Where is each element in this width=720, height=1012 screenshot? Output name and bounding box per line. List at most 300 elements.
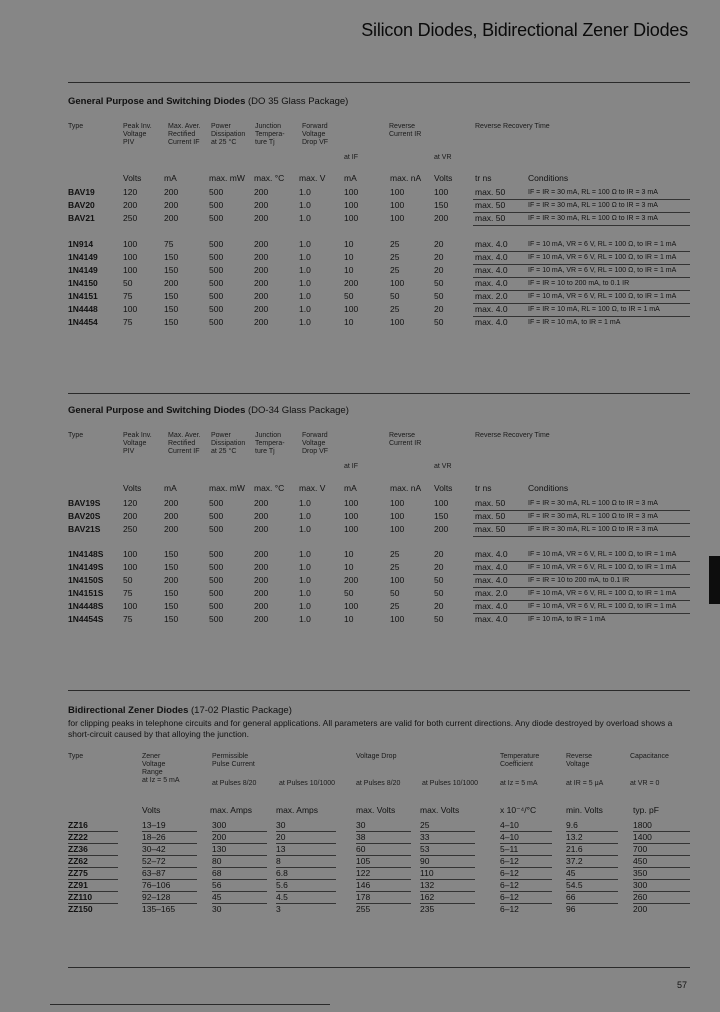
column-header: Reverse Recovery Time: [475, 123, 550, 130]
cell-value: 4–10: [500, 820, 519, 830]
cell-value: max. 50: [475, 524, 506, 534]
cell-value: 500: [209, 614, 224, 624]
diode-type: 1N4151S: [68, 588, 104, 598]
zener-type: ZZ110: [68, 892, 93, 902]
section-package: (17-02 Plastic Package): [191, 705, 292, 716]
cell-value: 96: [566, 904, 576, 914]
column-header: Reverse Recovery Time: [475, 432, 550, 439]
cell-value: 100: [434, 187, 449, 197]
cell-value: 200: [344, 575, 359, 585]
cell-value: max. 4.0: [475, 601, 508, 611]
cell-value: 50: [344, 291, 354, 301]
cell-value: 4–10: [500, 832, 519, 842]
cell-value: 20: [434, 549, 444, 559]
cell-value: 100: [344, 601, 359, 611]
cell-value: 50: [434, 291, 444, 301]
cell-value: 132: [420, 880, 435, 890]
cell-value: 100: [390, 511, 405, 521]
cell-value: 250: [123, 524, 138, 534]
cell-value: 75: [123, 291, 133, 301]
table-row: [68, 264, 690, 277]
cell-value: 200: [254, 265, 269, 275]
cell-value: 100: [344, 187, 359, 197]
cell-value: 250: [123, 213, 138, 223]
unit-label: min. Volts: [566, 805, 603, 815]
cell-value: 6.8: [276, 868, 288, 878]
cell-value: 10: [344, 265, 354, 275]
cell-value: 45: [212, 892, 222, 902]
column-header: Reverse Current IR: [389, 123, 422, 138]
cell-value: 25: [390, 265, 400, 275]
cell-value: 100: [123, 252, 138, 262]
row-divider: [473, 225, 690, 226]
cell-value: 50: [390, 588, 400, 598]
cell-value: 20: [434, 239, 444, 249]
cell-value: 120: [123, 187, 138, 197]
cell-value: 200: [164, 498, 179, 508]
diode-type: 1N4448S: [68, 601, 104, 611]
cell-value: 50: [434, 575, 444, 585]
recovery-conditions: IF = IR = 30 mA, RL = 100 Ω to IR = 3 mA: [528, 215, 658, 222]
cell-value: 200: [254, 291, 269, 301]
column-header: Peak Inv. Voltage PIV: [123, 432, 152, 455]
unit-label: typ. pF: [633, 805, 659, 815]
cell-value: 33: [420, 832, 430, 842]
diode-type: 1N4149S: [68, 562, 104, 572]
cell-value: max. 4.0: [475, 252, 508, 262]
unit-label: Volts: [434, 173, 453, 183]
section-title: [68, 405, 690, 416]
cell-value: 50: [123, 575, 133, 585]
section-title-text: General Purpose and Switching Diodes: [68, 405, 246, 416]
unit-label: max. °C: [254, 173, 285, 183]
cell-value: 500: [209, 265, 224, 275]
cell-value: 500: [209, 200, 224, 210]
section2-diode-table: [68, 405, 690, 635]
cell-value: 4.5: [276, 892, 288, 902]
table-row: [68, 548, 690, 561]
cell-value: 92–128: [142, 892, 171, 902]
cell-value: 200: [254, 317, 269, 327]
diode-type: 1N4448: [68, 304, 98, 314]
column-header: Junction Tempera- ture Tj: [255, 123, 285, 146]
unit-label: Conditions: [528, 173, 569, 183]
column-header: Capacitance: [630, 753, 669, 760]
cell-value: 100: [390, 317, 405, 327]
cell-value: 30–42: [142, 844, 166, 854]
cell-value: 100: [344, 498, 359, 508]
column-subheader: at Pulses 10/1000: [279, 780, 336, 787]
cell-value: max. 50: [475, 213, 506, 223]
column-header: Forward Voltage Drop VF: [302, 123, 329, 146]
column-header: Permissible Pulse Current: [212, 753, 255, 768]
cell-value: 500: [209, 187, 224, 197]
column-subheader: at Pulses 8/20: [212, 780, 257, 787]
cell-value: max. 4.0: [475, 575, 508, 585]
section-package: (DO-34 Glass Package): [248, 405, 349, 416]
table-row: [68, 561, 690, 574]
page-title: Silicon Diodes, Bidirectional Zener Diodes: [361, 20, 688, 40]
table-row: [68, 613, 690, 626]
cell-value: 25: [420, 820, 430, 830]
cell-value: 500: [209, 498, 224, 508]
unit-label: x 10⁻⁴/°C: [500, 805, 537, 815]
cell-value: 1.0: [299, 278, 311, 288]
cell-value: 110: [420, 868, 434, 878]
recovery-conditions: IF = IR = 10 to 200 mA, to 0.1 IR: [528, 280, 630, 287]
cell-value: 1.0: [299, 317, 311, 327]
cell-value: 50: [434, 278, 444, 288]
cell-value: 30: [276, 820, 286, 830]
cell-value: 90: [420, 856, 430, 866]
column-header: Power Dissipation at 25 °C: [211, 123, 246, 146]
table-row: [68, 238, 690, 251]
cell-value: 150: [164, 614, 179, 624]
zener-type: ZZ150: [68, 904, 93, 914]
cell-value: 100: [390, 278, 405, 288]
cell-value: 75: [164, 239, 174, 249]
cell-value: 200: [344, 278, 359, 288]
cell-value: 300: [212, 820, 227, 830]
table-row: [68, 303, 690, 316]
column-subheader: at Iz = 5 mA: [142, 777, 180, 784]
diode-type: 1N4150: [68, 278, 98, 288]
cell-value: 1.0: [299, 511, 311, 521]
cell-value: 8: [276, 856, 281, 866]
column-header: Reverse Current IR: [389, 432, 422, 447]
column-header: Type: [68, 753, 84, 760]
recovery-conditions: IF = 10 mA, VR = 6 V, RL = 100 Ω, to IR = 1 mA: [528, 564, 677, 571]
cell-value: 20: [434, 601, 444, 611]
cell-value: 200: [254, 239, 269, 249]
cell-value: 150: [434, 511, 449, 521]
diode-type: 1N4148S: [68, 549, 104, 559]
cell-value: 66: [566, 892, 576, 902]
cell-value: 50: [390, 291, 400, 301]
cell-value: 235: [420, 904, 435, 914]
cell-value: 76–106: [142, 880, 171, 890]
diode-type: BAV19S: [68, 498, 101, 508]
cell-value: 21.6: [566, 844, 583, 854]
cell-value: 200: [254, 278, 269, 288]
diode-type: 1N4151: [68, 291, 98, 301]
cell-value: 1.0: [299, 239, 311, 249]
unit-label: Conditions: [528, 483, 569, 493]
recovery-conditions: IF = 10 mA, VR = 6 V, RL = 100 Ω, to IR = 1 mA: [528, 267, 677, 274]
unit-label: max. Amps: [210, 805, 253, 815]
recovery-conditions: IF = 10 mA, VR = 6 V, RL = 100 Ω, to IR = 1 mA: [528, 603, 677, 610]
cell-value: 150: [164, 562, 179, 572]
diode-type: BAV20S: [68, 511, 101, 521]
unit-label: max. mW: [209, 483, 245, 493]
recovery-conditions: IF = IR = 10 mA, RL = 100 Ω, to IR = 1 mA: [528, 306, 660, 313]
zener-type: ZZ36: [68, 844, 88, 854]
cell-value: 100: [344, 511, 359, 521]
cell-value: 200: [434, 524, 449, 534]
cell-value: 200: [164, 187, 179, 197]
cell-value: 1.0: [299, 200, 311, 210]
zener-type: ZZ16: [68, 820, 88, 830]
cell-value: 350: [633, 868, 648, 878]
cell-value: 56: [212, 880, 222, 890]
cell-value: 200: [164, 278, 179, 288]
unit-label: tr ns: [475, 173, 492, 183]
cell-value: max. 4.0: [475, 278, 508, 288]
diode-type: BAV21: [68, 213, 95, 223]
cell-value: 100: [123, 239, 138, 249]
diode-type: 1N4149: [68, 265, 98, 275]
table-row: [68, 903, 690, 916]
cell-value: 700: [633, 844, 648, 854]
cell-value: 5.6: [276, 880, 288, 890]
cell-value: 200: [212, 832, 227, 842]
at-if-label: at IF: [344, 154, 359, 161]
cell-value: 500: [209, 239, 224, 249]
section-title-text: General Purpose and Switching Diodes: [68, 96, 246, 107]
cell-value: 1.0: [299, 498, 311, 508]
cell-value: 20: [276, 832, 286, 842]
cell-value: 100: [390, 187, 405, 197]
unit-label: mA: [344, 483, 357, 493]
cell-value: max. 4.0: [475, 562, 508, 572]
recovery-conditions: IF = IR = 10 to 200 mA, to 0.1 IR: [528, 577, 630, 584]
cell-value: 20: [434, 252, 444, 262]
cell-value: 100: [390, 200, 405, 210]
cell-value: 75: [123, 614, 133, 624]
cell-value: 100: [344, 304, 359, 314]
cell-value: 80: [212, 856, 222, 866]
cell-value: 450: [633, 856, 648, 866]
cell-value: 150: [164, 265, 179, 275]
cell-value: 100: [123, 304, 138, 314]
cell-value: 1.0: [299, 265, 311, 275]
cell-value: 200: [254, 562, 269, 572]
recovery-conditions: IF = IR = 10 mA, to IR = 1 mA: [528, 319, 621, 326]
zener-type: ZZ22: [68, 832, 88, 842]
unit-label: max. Volts: [420, 805, 460, 815]
cell-value: 500: [209, 549, 224, 559]
cell-value: 500: [209, 575, 224, 585]
cell-value: 10: [344, 239, 354, 249]
cell-value: max. 4.0: [475, 304, 508, 314]
cell-value: 500: [209, 524, 224, 534]
cell-value: 100: [390, 213, 405, 223]
cell-value: 1.0: [299, 601, 311, 611]
cell-value: 255: [356, 904, 371, 914]
cell-value: 200: [254, 601, 269, 611]
cell-value: 25: [390, 239, 400, 249]
table-row: [68, 251, 690, 264]
cell-value: 52–72: [142, 856, 166, 866]
cell-value: 1.0: [299, 614, 311, 624]
cell-value: 100: [344, 213, 359, 223]
cell-value: 50: [434, 317, 444, 327]
recovery-conditions: IF = IR = 30 mA, RL = 100 Ω to IR = 3 mA: [528, 513, 658, 520]
cell-value: 200: [164, 575, 179, 585]
cell-value: 100: [123, 562, 138, 572]
cell-value: 150: [164, 317, 179, 327]
cell-value: 38: [356, 832, 366, 842]
cell-value: 25: [390, 252, 400, 262]
cell-value: 200: [123, 200, 138, 210]
table-row: [68, 212, 690, 225]
cell-value: 1.0: [299, 187, 311, 197]
cell-value: 150: [164, 601, 179, 611]
diode-type: BAV21S: [68, 524, 101, 534]
cell-value: 75: [123, 588, 133, 598]
cell-value: 6–12: [500, 856, 519, 866]
cell-value: 10: [344, 614, 354, 624]
cell-value: 200: [254, 187, 269, 197]
cell-value: 20: [434, 304, 444, 314]
recovery-conditions: IF = 10 mA, VR = 6 V, RL = 100 Ω, to IR = 1 mA: [528, 590, 677, 597]
diode-type: 1N4454: [68, 317, 98, 327]
cell-value: 1800: [633, 820, 652, 830]
unit-label: max. nA: [390, 483, 422, 493]
cell-value: 9.6: [566, 820, 578, 830]
column-header: Forward Voltage Drop VF: [302, 432, 329, 455]
unit-label: mA: [164, 483, 177, 493]
unit-label: tr ns: [475, 483, 492, 493]
cell-value: 200: [123, 511, 138, 521]
cell-value: 100: [434, 498, 449, 508]
cell-value: 37.2: [566, 856, 583, 866]
cell-value: 13: [276, 844, 286, 854]
section1-top-rule: [68, 82, 690, 83]
cell-value: 200: [254, 614, 269, 624]
cell-value: 25: [390, 562, 400, 572]
cell-value: 18–26: [142, 832, 166, 842]
unit-label: max. Amps: [276, 805, 319, 815]
cell-value: 200: [254, 498, 269, 508]
page-number: 57: [676, 980, 687, 990]
column-header: Junction Tempera- ture Tj: [255, 432, 285, 455]
cell-value: 150: [434, 200, 449, 210]
cell-value: 75: [123, 317, 133, 327]
cell-value: 100: [390, 614, 405, 624]
cell-value: 100: [123, 265, 138, 275]
cell-value: 200: [254, 588, 269, 598]
cell-value: 150: [164, 304, 179, 314]
recovery-conditions: IF = 10 mA, VR = 6 V, RL = 100 Ω, to IR = 1 mA: [528, 254, 677, 261]
cell-value: 200: [164, 213, 179, 223]
table-row: [68, 600, 690, 613]
cell-value: 50: [434, 614, 444, 624]
cell-value: 150: [164, 252, 179, 262]
cell-value: max. 4.0: [475, 265, 508, 275]
table-row: [68, 574, 690, 587]
zener-type: ZZ75: [68, 868, 88, 878]
cell-value: 13.2: [566, 832, 583, 842]
cell-value: 300: [633, 880, 648, 890]
table-row: [68, 199, 690, 212]
cell-value: 100: [390, 524, 405, 534]
cell-value: 6–12: [500, 868, 519, 878]
unit-label: max. °C: [254, 483, 285, 493]
cell-value: 53: [420, 844, 430, 854]
cell-value: 1.0: [299, 588, 311, 598]
cell-value: 1.0: [299, 562, 311, 572]
cell-value: max. 2.0: [475, 588, 508, 598]
cell-value: 20: [434, 265, 444, 275]
cell-value: 150: [164, 549, 179, 559]
cell-value: 3: [276, 904, 281, 914]
cell-value: 200: [254, 200, 269, 210]
unit-label: mA: [164, 173, 177, 183]
recovery-conditions: IF = 10 mA, VR = 6 V, RL = 100 Ω, to IR = 1 mA: [528, 551, 677, 558]
cell-value: 500: [209, 304, 224, 314]
cell-value: max. 50: [475, 511, 506, 521]
cell-value: 10: [344, 252, 354, 262]
unit-label: max. V: [299, 173, 326, 183]
footer-rule-top: [68, 967, 690, 968]
cell-value: 30: [212, 904, 222, 914]
cell-value: 1.0: [299, 213, 311, 223]
column-subheader: at VR = 0: [630, 780, 660, 787]
section-intro: for clipping peaks in telephone circuits and for general applications. All parameters are valid for both current directions. Any diode destroyed by overload shows a short-circuit caused by that alloying the junction.: [68, 718, 673, 739]
cell-value: 200: [164, 200, 179, 210]
cell-value: 200: [164, 511, 179, 521]
cell-value: 178: [356, 892, 371, 902]
unit-label: max. mW: [209, 173, 245, 183]
column-header: Peak Inv. Voltage PIV: [123, 123, 152, 146]
cell-value: 100: [344, 200, 359, 210]
cell-value: 1.0: [299, 524, 311, 534]
cell-value: 200: [434, 213, 449, 223]
section2-top-rule: [68, 393, 690, 394]
cell-value: 25: [390, 601, 400, 611]
cell-value: 260: [633, 892, 648, 902]
cell-value: 1.0: [299, 575, 311, 585]
cell-value: 100: [390, 498, 405, 508]
column-subheader: at Iz = 5 mA: [500, 780, 538, 787]
cell-value: 30: [356, 820, 366, 830]
cell-value: 50: [123, 278, 133, 288]
section3-zener-table: [68, 705, 690, 935]
cell-value: 200: [254, 304, 269, 314]
section1-diode-table: [68, 96, 690, 336]
unit-label: max. nA: [390, 173, 422, 183]
cell-value: 500: [209, 601, 224, 611]
cell-value: 1.0: [299, 252, 311, 262]
table-row: [68, 186, 690, 199]
column-subheader: at Pulses 10/1000: [422, 780, 479, 787]
table-row: [68, 523, 690, 536]
table-row: [68, 290, 690, 303]
cell-value: 1400: [633, 832, 652, 842]
cell-value: 1.0: [299, 291, 311, 301]
table-row: [68, 316, 690, 329]
cell-value: 13–19: [142, 820, 166, 830]
cell-value: 25: [390, 304, 400, 314]
cell-value: 100: [390, 575, 405, 585]
diode-type: 1N4150S: [68, 575, 104, 585]
cell-value: 146: [356, 880, 371, 890]
cell-value: max. 2.0: [475, 291, 508, 301]
cell-value: max. 4.0: [475, 317, 508, 327]
cell-value: 1.0: [299, 304, 311, 314]
chapter-tab: [709, 556, 720, 604]
section-title-text: Bidirectional Zener Diodes: [68, 705, 189, 716]
column-header: Type: [68, 432, 84, 439]
recovery-conditions: IF = 10 mA, VR = 6 V, RL = 100 Ω, to IR = 1 mA: [528, 293, 677, 300]
cell-value: 20: [434, 562, 444, 572]
table-row: [68, 587, 690, 600]
cell-value: 500: [209, 317, 224, 327]
column-header: Max. Aver. Rectified Current IF: [168, 123, 201, 146]
recovery-conditions: IF = 10 mA, VR = 6 V, RL = 100 Ω, to IR = 1 mA: [528, 241, 677, 248]
cell-value: 200: [164, 524, 179, 534]
